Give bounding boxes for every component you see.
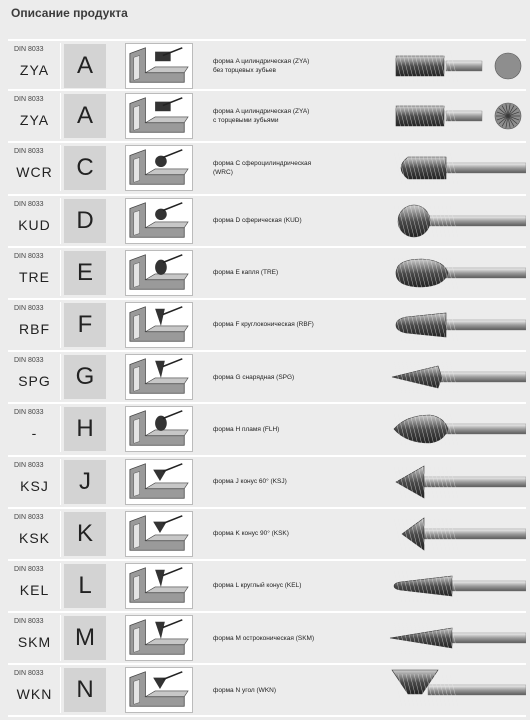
description-line-1: форма J конус 60° (KSJ) [213, 478, 287, 485]
din-label: DIN 8033 [14, 670, 44, 678]
table-row [8, 300, 526, 352]
table-row [8, 248, 526, 300]
description-line-1: форма E капля (TRE) [213, 269, 279, 277]
cone-90-icon [125, 511, 193, 557]
shape-code: RBF [19, 320, 50, 337]
din-cell [8, 563, 61, 609]
shape-code: ZYA [19, 62, 50, 78]
din-cell [8, 145, 61, 191]
shape-description [213, 91, 383, 141]
din-cell [8, 302, 61, 348]
description-line-1: форма A цилиндрическая (ZYA) [213, 58, 310, 65]
din-cell [8, 354, 61, 400]
tree-radius-end-icon [125, 302, 193, 348]
shape-letter: A [64, 94, 106, 138]
din-label: DIN 8033 [14, 461, 44, 469]
shape-letter: J [64, 460, 106, 504]
description-line-1: форма C сфероцилиндрическая [213, 160, 312, 168]
ball-icon [125, 198, 193, 244]
shape-description [213, 41, 383, 91]
burr-photo [386, 252, 526, 294]
din-label: DIN 8033 [14, 200, 44, 208]
burr-photo [386, 565, 526, 607]
shape-description [213, 613, 383, 663]
tree-pointed-end-icon [125, 354, 193, 400]
description-line-1: форма K конус 90° (KSK) [213, 530, 289, 538]
shape-code: ZYA [19, 112, 50, 129]
burr-photo [386, 356, 526, 398]
din-cell [8, 406, 61, 452]
table-row [8, 665, 526, 717]
din-label: DIN 8033 [14, 252, 44, 260]
burr-photo [386, 147, 526, 189]
shape-letter: M [64, 616, 106, 660]
description-line-1: форма F круглоконическая (RBF) [213, 321, 314, 329]
oval-drop-icon [125, 250, 193, 296]
table-row [8, 561, 526, 613]
shape-letter: A [64, 44, 106, 88]
din-label: DIN 8033 [14, 304, 44, 312]
shape-code: KUD [18, 216, 51, 233]
burr-photo [386, 408, 526, 450]
shape-code: WKN [16, 686, 53, 703]
table-row [8, 457, 526, 509]
table-row [8, 404, 526, 456]
din-label: DIN 8033 [14, 565, 44, 573]
description-line-1: форма G снарядная (SPG) [213, 373, 295, 381]
pointed-cone-icon [125, 615, 193, 661]
shape-description [213, 352, 383, 402]
ball-nose-cylinder-icon [125, 145, 193, 191]
din-cell [8, 250, 61, 296]
shape-letter: G [64, 355, 106, 399]
din-cell [8, 511, 61, 557]
shape-letter: N [64, 668, 106, 712]
shape-letter: L [64, 564, 106, 608]
shape-description [213, 457, 383, 507]
table-row [8, 39, 526, 91]
shape-code: KSK [18, 529, 50, 546]
description-line-2: с торцевыми зубьями [213, 117, 279, 125]
inverted-cone-icon [125, 667, 193, 713]
burr-photo [386, 304, 526, 346]
cylinder-no-end-teeth-icon [125, 43, 193, 89]
din-label: DIN 8033 [14, 148, 44, 156]
table-row [8, 509, 526, 561]
cylinder-end-teeth-icon [125, 93, 193, 139]
shape-letter: E [64, 251, 106, 295]
shape-code: - [31, 425, 38, 442]
shape-letter: F [64, 303, 106, 347]
shape-code: KEL [19, 581, 50, 598]
burr-photo [386, 461, 526, 503]
din-label: DIN 8033 [14, 409, 44, 417]
product-table [8, 39, 526, 717]
description-line-1: форма H пламя (FLH) [213, 425, 280, 433]
burr-photo [386, 45, 526, 87]
description-line-1: форма D сферическая (KUD) [213, 217, 302, 225]
shape-description [213, 404, 383, 454]
din-label: DIN 8033 [14, 513, 44, 521]
shape-description [213, 248, 383, 298]
table-row [8, 613, 526, 665]
din-cell [8, 459, 61, 505]
din-label: DIN 8033 [14, 357, 44, 365]
description-line-1: форма M остроконическая (SKM) [213, 634, 315, 642]
description-line-1: форма N угол (WKN) [213, 686, 277, 694]
din-cell [8, 43, 61, 89]
shape-description [213, 509, 383, 559]
table-row [8, 352, 526, 404]
din-cell [8, 198, 61, 244]
burr-photo [386, 200, 526, 242]
shape-code: KSJ [20, 477, 49, 494]
shape-description [213, 300, 383, 350]
description-line-1: форма A цилиндрическая (ZYA) [213, 108, 310, 116]
din-cell [8, 93, 61, 139]
cone-60-icon [125, 459, 193, 505]
table-row [8, 91, 526, 143]
shape-description [213, 665, 383, 715]
burr-photo [386, 95, 526, 137]
burr-photo [386, 513, 526, 555]
din-label: DIN 8033 [14, 618, 44, 626]
shape-description [213, 561, 383, 611]
table-row [8, 196, 526, 248]
shape-code: SPG [18, 373, 51, 390]
table-row [8, 143, 526, 195]
din-cell [8, 667, 61, 713]
shape-description [213, 196, 383, 246]
shape-letter: H [64, 407, 106, 451]
shape-letter: C [64, 146, 106, 190]
shape-letter: K [64, 512, 106, 556]
shape-code: WCR [16, 164, 53, 181]
shape-code: SKM [17, 634, 52, 651]
taper-radius-end-icon [125, 563, 193, 609]
din-cell [8, 615, 61, 661]
din-label: DIN 8033 [14, 46, 44, 53]
description-line-2: без торцевых зубьев [213, 67, 276, 74]
flame-icon [125, 406, 193, 452]
burr-photo [386, 617, 526, 659]
shape-description [213, 143, 383, 193]
din-label: DIN 8033 [14, 96, 44, 104]
shape-letter: D [64, 199, 106, 243]
page-title: Описание продукта [11, 6, 128, 20]
burr-photo [386, 669, 526, 711]
description-line-1: форма L круглый конус (KEL) [213, 582, 302, 590]
description-line-2: (WRC) [213, 169, 233, 177]
shape-code: TRE [19, 268, 50, 285]
